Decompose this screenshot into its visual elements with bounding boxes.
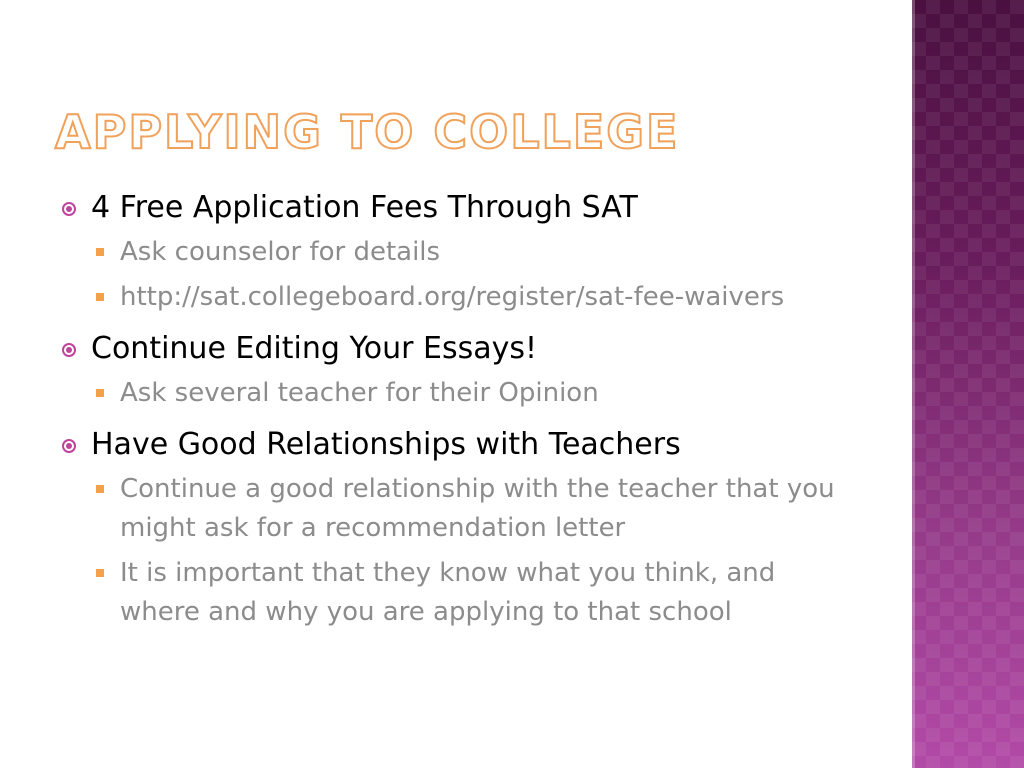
sub-bullet-text: Ask counselor for details: [120, 237, 441, 267]
circle-bullet-icon: [62, 202, 76, 216]
decorative-side-band: [912, 0, 1024, 768]
sub-bullet-link-text[interactable]: http://sat.collegeboard.org/register/sat-fee-waivers: [120, 282, 785, 312]
square-bullet-icon: [96, 293, 104, 301]
bullet-text: Have Good Relationships with Teachers: [91, 427, 681, 462]
bullet-list: [62, 186, 842, 632]
diamond-pattern: [912, 0, 1024, 768]
square-bullet-icon: [96, 569, 104, 577]
sub-bullet-item: [91, 470, 842, 548]
square-bullet-icon: [96, 389, 104, 397]
sub-bullet-item-link: [91, 278, 842, 317]
sub-bullet-item: [91, 554, 842, 632]
square-bullet-icon: [96, 485, 104, 493]
side-band-edge: [912, 0, 915, 768]
bullet-item-fee-waivers: [62, 186, 842, 230]
bullet-item-essays: [62, 327, 842, 371]
sub-bullet-text: Ask several teacher for their Opinion: [120, 378, 599, 408]
bullet-text: 4 Free Application Fees Through SAT: [91, 190, 638, 225]
sub-bullet-text: It is important that they know what you think, and where and why you are applying to that school: [120, 558, 776, 627]
slide-title: APPLYING TO COLLEGE: [55, 105, 680, 159]
circle-bullet-icon: [62, 343, 76, 357]
bullet-item-teachers: [62, 423, 842, 467]
sub-bullet-text: Continue a good relationship with the teacher that you might ask for a recommendation letter: [120, 474, 835, 543]
sub-bullet-item: [91, 233, 842, 272]
bullet-text: Continue Editing Your Essays!: [91, 331, 538, 366]
circle-bullet-icon: [62, 439, 76, 453]
sub-bullet-item: [91, 374, 842, 413]
square-bullet-icon: [96, 248, 104, 256]
